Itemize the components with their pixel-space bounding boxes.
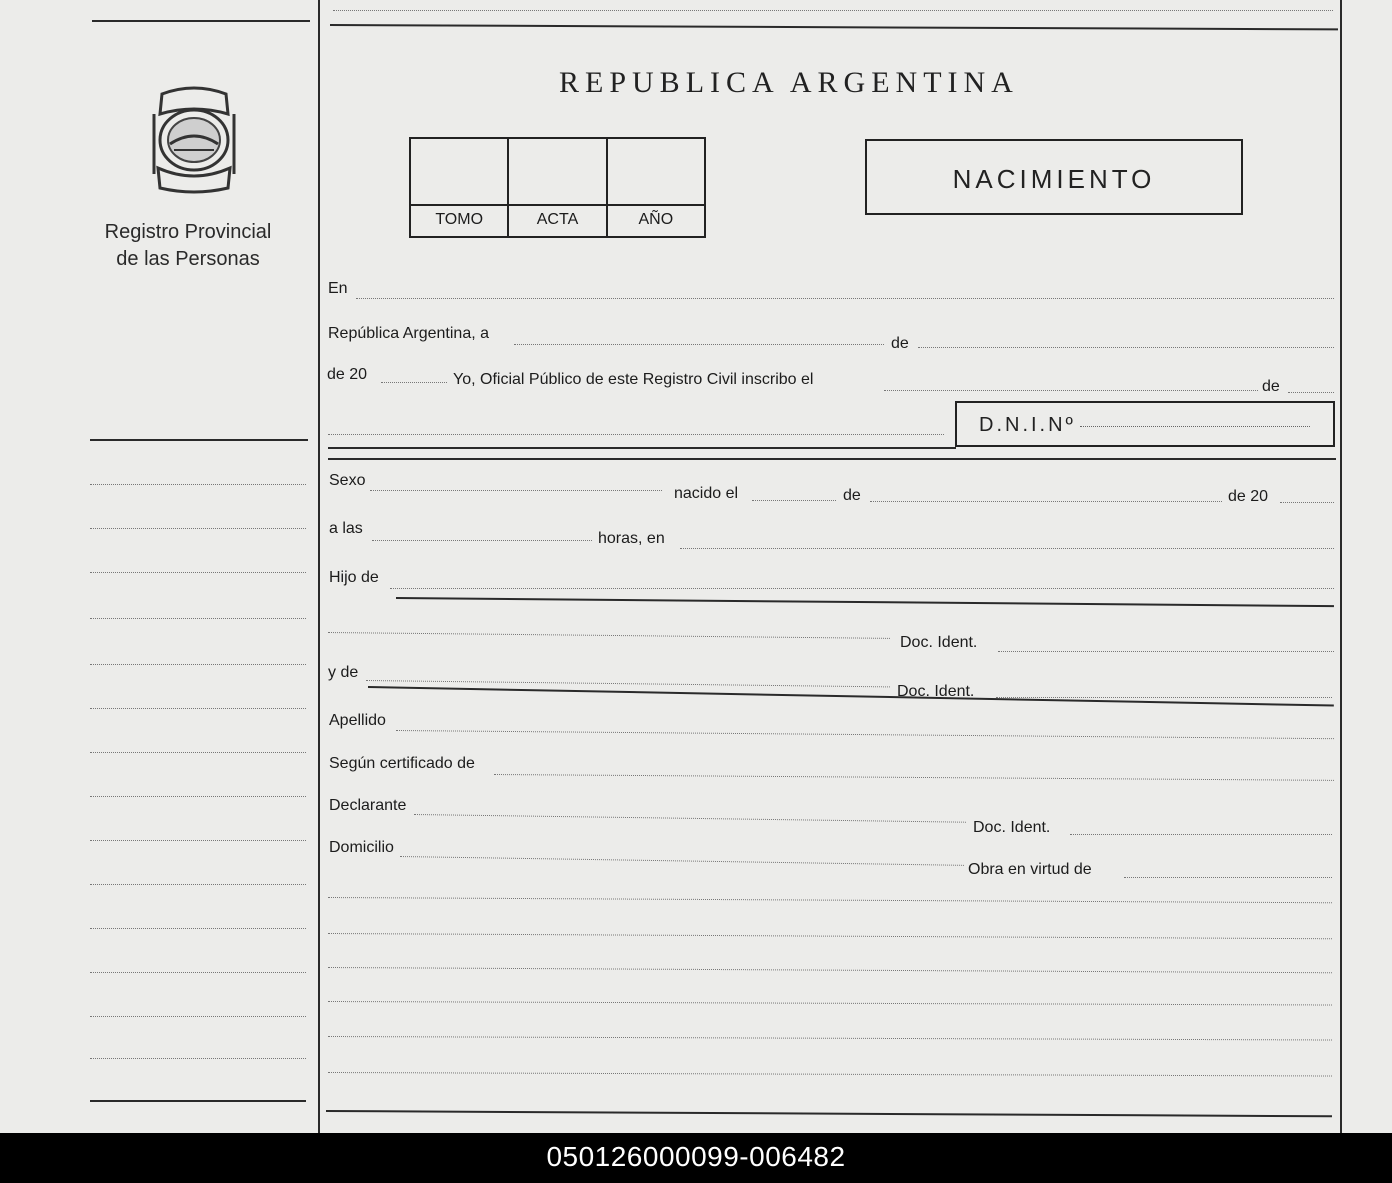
label-en: En xyxy=(328,280,348,297)
section-rule-1 xyxy=(328,447,956,449)
label-nacido-el: nacido el xyxy=(674,485,739,502)
field-padre[interactable] xyxy=(390,588,1334,589)
tomo-label: TOMO xyxy=(411,204,507,236)
padre-rule xyxy=(396,597,1334,607)
ano-cell[interactable] xyxy=(608,139,704,236)
sidebar-divider-line xyxy=(318,0,320,1133)
label-sexo: Sexo xyxy=(329,472,366,489)
field-en[interactable] xyxy=(356,298,1334,299)
field-certificado[interactable] xyxy=(494,774,1334,781)
label-declarante: Declarante xyxy=(329,797,407,814)
field-apellido[interactable] xyxy=(396,730,1334,739)
sidebar-note-line xyxy=(90,752,306,753)
field-obra-en-virtud[interactable] xyxy=(1124,877,1332,878)
acta-label: ACTA xyxy=(509,204,605,236)
sidebar-top-rule xyxy=(92,20,310,22)
label-y-de: y de xyxy=(328,664,359,681)
sidebar-note-line xyxy=(90,884,306,885)
field-sexo[interactable] xyxy=(370,490,662,491)
top-dotted-rule xyxy=(333,10,1333,11)
observation-line[interactable] xyxy=(328,1036,1332,1041)
observation-line[interactable] xyxy=(328,897,1332,903)
field-inscribo[interactable] xyxy=(884,390,1258,391)
label-de20-b: de 20 xyxy=(1228,488,1269,505)
label-doc-ident-3: Doc. Ident. xyxy=(973,819,1051,836)
sidebar-note-line xyxy=(90,972,306,973)
registry-name-line1: Registro Provincial xyxy=(104,221,272,243)
dni-label: D.N.I.Nº xyxy=(979,414,1076,436)
field-nacido-anio[interactable] xyxy=(1280,502,1334,503)
header-top-rule xyxy=(330,24,1338,30)
form-bottom-rule xyxy=(326,1110,1332,1117)
field-padre-2[interactable] xyxy=(328,632,890,639)
tomo-cell[interactable] xyxy=(411,139,509,236)
sidebar-bottom-rule xyxy=(90,1100,306,1102)
sidebar-note-line xyxy=(90,708,306,709)
sidebar-note-line xyxy=(90,572,306,573)
label-a-las: a las xyxy=(329,520,363,537)
label-obra-en-virtud: Obra en virtud de xyxy=(968,861,1092,878)
label-de20: de 20 xyxy=(327,366,368,383)
field-nacido-mes[interactable] xyxy=(870,501,1222,502)
label-de-3: de xyxy=(843,487,861,504)
field-doc-ident-2[interactable] xyxy=(996,697,1332,698)
sidebar-note-line xyxy=(90,618,306,619)
sidebar-note-line xyxy=(90,928,306,929)
sidebar-note-line xyxy=(90,528,306,529)
label-hijo-de: Hijo de xyxy=(329,569,379,586)
sidebar-note-line xyxy=(90,1016,306,1017)
label-yo-oficial: Yo, Oficial Público de este Registro Civil inscribo el xyxy=(453,371,814,388)
observation-line[interactable] xyxy=(328,933,1332,939)
field-doc-ident-3[interactable] xyxy=(1070,834,1332,835)
registry-name-line2: de las Personas xyxy=(116,248,260,270)
label-doc-ident-1: Doc. Ident. xyxy=(900,634,978,651)
sidebar-note-line xyxy=(90,796,306,797)
sidebar-note-line xyxy=(90,484,306,485)
sidebar-note-line xyxy=(90,664,306,665)
label-horas-en: horas, en xyxy=(598,530,665,547)
observation-line[interactable] xyxy=(328,967,1332,973)
label-doc-ident-2: Doc. Ident. xyxy=(897,683,975,700)
record-reference-box xyxy=(409,137,706,238)
label-de-2: de xyxy=(1262,378,1280,395)
field-doc-ident-1[interactable] xyxy=(998,651,1334,652)
province-emblem-icon xyxy=(148,84,240,196)
field-name[interactable] xyxy=(328,434,944,435)
dni-field[interactable] xyxy=(1080,426,1310,427)
label-segun-certificado: Según certificado de xyxy=(329,755,475,772)
field-madre[interactable] xyxy=(366,680,890,687)
label-de-month: de xyxy=(891,335,909,352)
ano-label: AÑO xyxy=(608,204,704,236)
field-month[interactable] xyxy=(918,347,1334,348)
section-rule-2 xyxy=(328,458,1336,460)
field-day[interactable] xyxy=(514,344,884,345)
field-domicilio[interactable] xyxy=(400,856,964,866)
field-de-2[interactable] xyxy=(1288,392,1334,393)
dni-box[interactable] xyxy=(955,401,1335,447)
label-domicilio: Domicilio xyxy=(329,839,394,856)
field-hora[interactable] xyxy=(372,540,592,541)
page-title: REPUBLICA ARGENTINA xyxy=(559,66,1019,99)
field-year[interactable] xyxy=(381,382,447,383)
document-id-number: 050126000099-006482 xyxy=(546,1141,846,1172)
acta-cell[interactable] xyxy=(509,139,607,236)
observation-line[interactable] xyxy=(328,1001,1332,1006)
field-nacido-dia[interactable] xyxy=(752,500,836,501)
sidebar-rule xyxy=(90,439,308,441)
record-type-box: NACIMIENTO xyxy=(865,139,1243,215)
sidebar-note-line xyxy=(90,840,306,841)
label-republica: República Argentina, a xyxy=(328,325,489,342)
field-declarante[interactable] xyxy=(414,814,966,823)
sidebar-note-line xyxy=(90,1058,306,1059)
label-apellido: Apellido xyxy=(329,712,386,729)
page-right-edge-line xyxy=(1340,0,1342,1133)
observation-line[interactable] xyxy=(328,1072,1332,1077)
document-id-bar xyxy=(0,1133,1392,1183)
registry-name xyxy=(88,219,288,273)
field-lugar[interactable] xyxy=(680,548,1334,549)
